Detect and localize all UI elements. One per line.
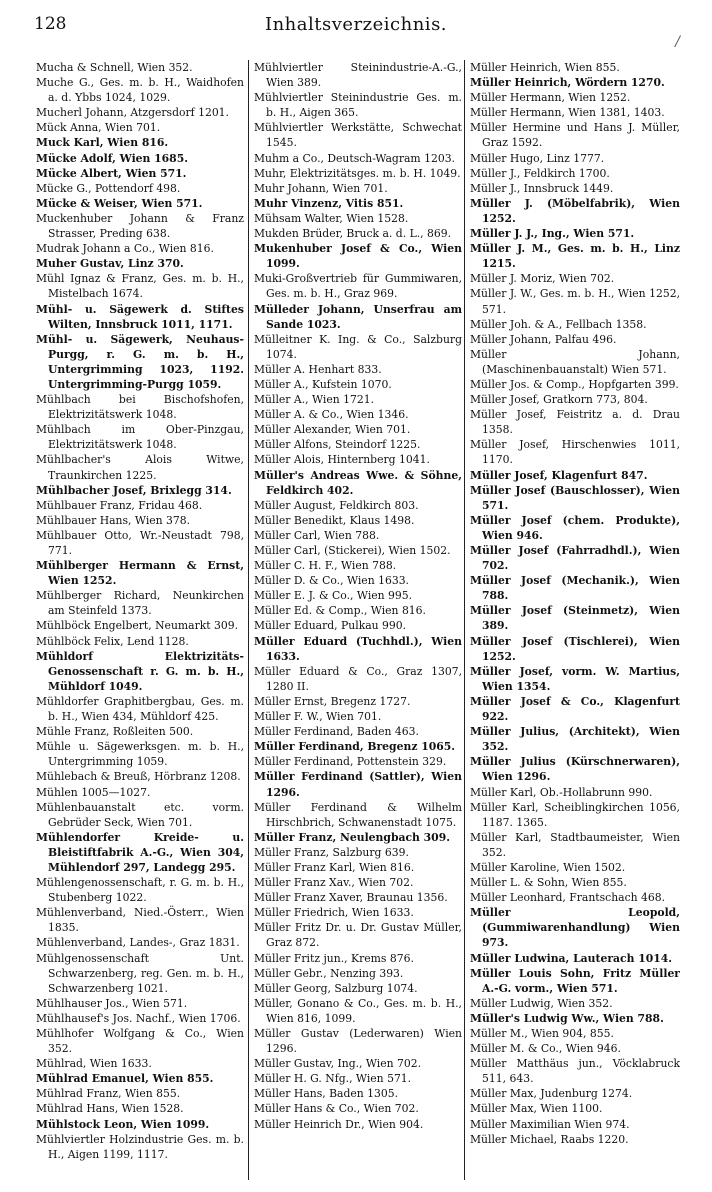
index-entry: Mühlhausef's Jos. Nachf., Wien 1706. [36, 1011, 241, 1025]
index-entry: Müller A. Henhart 833. [254, 362, 382, 376]
index-entry: Müller's Andreas Wwe. & Söhne, Feldkirch 402. [254, 468, 462, 497]
index-entry: Müller Benedikt, Klaus 1498. [254, 513, 415, 527]
index-entry: Muche G., Ges. m. b. H., Waidhofen a. d. Ybbs 1024, 1029. [36, 76, 244, 105]
index-entry: Müller A., Wien 1721. [254, 393, 375, 407]
index-entry: Müller Ludwina, Lauterach 1014. [470, 951, 673, 965]
index-entry: Müller Karl, Ob.-Hollabrunn 990. [470, 785, 653, 799]
index-entry: Mühlrad, Wien 1633. [36, 1057, 152, 1071]
index-entry: Müller Louis Sohn, Fritz Müller A.-G. vorm., Wien 571. [470, 966, 680, 995]
index-entry: Mühlböck Engelbert, Neumarkt 309. [36, 619, 239, 633]
index-entry: Mühlviertler Steinindustrie Ges. m. b. H., Aigen 365. [254, 91, 462, 120]
index-entry: Müller J. (Möbelfabrik), Wien 1252. [470, 196, 680, 225]
index-entry: Müller Josef (Mechanik.), Wien 788. [470, 574, 680, 603]
index-entry: Müller J. J., Ing., Wien 571. [470, 227, 635, 241]
index-entry: Müller Ferdinand (Sattler), Wien 1296. [254, 770, 462, 799]
index-entry: Mühlenverband, Nied.-Österr., Wien 1835. [36, 906, 244, 935]
index-entry: Müller Hermann, Wien 1381, 1403. [470, 106, 665, 120]
index-entry: Müller Franz Karl, Wien 816. [254, 860, 415, 874]
index-entry: Muher Gustav, Linz 370. [36, 257, 184, 271]
index-entry: Mühlhofer Wolfgang & Co., Wien 352. [36, 1027, 244, 1056]
index-entry: Mühlviertler Holzindustrie Ges. m. b. H., Aigen 1199, 1117. [36, 1132, 244, 1161]
index-entry: Müller E. J. & Co., Wien 995. [254, 589, 413, 603]
index-column-3 [470, 60, 680, 1180]
index-entry: Mühlbach im Ober-Pinzgau, Elektrizitätswerk 1048. [36, 423, 244, 452]
index-entry: Müller Heinrich, Wien 855. [470, 61, 620, 74]
index-entry: Muhr Johann, Wien 701. [254, 181, 388, 195]
index-entry: Müller Ferdinand & Wilhelm Hirschbrich, Schwanenstadt 1075. [254, 800, 462, 829]
index-entry: Müller J., Feldkirch 1700. [470, 166, 610, 180]
index-entry: Müller Fritz jun., Krems 876. [254, 951, 414, 965]
index-entry: Muhr, Elektrizitätsges. m. b. H. 1049. [254, 166, 461, 180]
index-entry: Müller Gebr., Nenzing 393. [254, 966, 404, 980]
index-entry: Müller Josef (chem. Produkte), Wien 946. [470, 513, 680, 542]
index-entry: Müller Josef, Feistritz a. d. Drau 1358. [470, 408, 680, 437]
index-entry: Müller Carl, Wien 788. [254, 528, 380, 542]
index-entry: Müller Gustav, Ing., Wien 702. [254, 1057, 422, 1071]
index-entry: Mühlbauer Hans, Wien 378. [36, 513, 191, 527]
index-entry: Mück Anna, Wien 701. [36, 121, 161, 135]
index-entry: Müller Leopold, (Gummiwarenhandlung) Wien 973. [470, 906, 680, 950]
index-entry: Müller A., Kufstein 1070. [254, 377, 392, 391]
index-entry: Müller C. H. F., Wien 788. [254, 559, 397, 573]
index-entry: Muki-Großvertrieb für Gummiwaren, Ges. m. b. H., Graz 969. [254, 272, 462, 301]
index-entry: Mühl- u. Sägewerk d. Stiftes Wilten, Innsbruck 1011, 1171. [36, 302, 244, 331]
index-entry: Mucha & Schnell, Wien 352. [36, 61, 193, 74]
index-entry: Müller Julius (Kürschnerwaren), Wien 1296. [470, 755, 680, 784]
index-entry: Müller Jos. & Comp., Hopfgarten 399. [470, 377, 679, 391]
index-entry: Müller Leonhard, Frantschach 468. [470, 891, 666, 905]
index-entry: Müller Ferdinand, Pottenstein 329. [254, 755, 447, 769]
index-entry: Müller Ed. & Comp., Wien 816. [254, 604, 426, 618]
index-entry: Müller Alfons, Steindorf 1225. [254, 438, 421, 452]
index-columns [36, 60, 680, 1180]
index-entry: Müller Josef (Tischlerei), Wien 1252. [470, 634, 680, 663]
index-entry: Müller Eduard (Tuchhdl.), Wien 1633. [254, 634, 462, 663]
index-entry: Mücke Adolf, Wien 1685. [36, 151, 188, 165]
index-entry: Müller Franz, Neulengbach 309. [254, 830, 450, 844]
index-entry: Muck Karl, Wien 816. [36, 136, 169, 150]
page-header [34, 14, 680, 50]
index-entry: Müller J. W., Ges. m. b. H., Wien 1252, 571. [470, 287, 680, 316]
index-entry: Müller J. Moriz, Wien 702. [470, 272, 615, 286]
index-entry: Müller Michael, Raabs 1220. [470, 1132, 629, 1146]
running-title: Inhaltsverzeichnis. [264, 14, 448, 35]
index-entry: Müller, Gonano & Co., Ges. m. b. H., Wien 816, 1099. [254, 996, 462, 1025]
index-entry: Mühldorfer Graphitbergbau, Ges. m. b. H., Wien 434, Mühldorf 425. [36, 694, 244, 724]
index-entry: Müller August, Feldkirch 803. [254, 498, 419, 512]
index-entry: Müller Ernst, Bregenz 1727. [254, 694, 411, 708]
index-entry: Mühle Franz, Roßleiten 500. [36, 725, 194, 739]
index-entry: Mühle u. Sägewerksgen. m. b. H., Untergrimming 1059. [36, 740, 244, 769]
index-entry: Müller Josef, vorm. W. Martius, Wien 1354. [470, 664, 680, 693]
index-entry: Müller Franz Xaver, Braunau 1356. [254, 891, 448, 905]
index-entry: Müller Josef, Hirschenwies 1011, 1170. [470, 438, 680, 467]
index-column-2 [254, 60, 462, 1180]
index-entry: Mühlstock Leon, Wien 1099. [36, 1117, 210, 1131]
index-entry: Müller Hans & Co., Wien 702. [254, 1102, 419, 1116]
index-entry: Müller Karl, Scheiblingkirchen 1056, 1187. 1365. [470, 800, 680, 829]
index-entry: Müller Johann, (Maschinenbauanstalt) Wien 571. [470, 347, 680, 376]
index-entry: Mühlviertler Werkstätte, Schwechat 1545. [254, 121, 462, 150]
index-entry: Müller Maximilian Wien 974. [470, 1117, 630, 1131]
index-entry: Mücke Albert, Wien 571. [36, 166, 187, 180]
index-entry: Müller Josef & Co., Klagenfurt 922. [470, 694, 680, 724]
index-entry: Mülleitner K. Ing. & Co., Salzburg 1074. [254, 332, 462, 361]
index-entry: Mühl Ignaz & Franz, Ges. m. b. H., Mistelbach 1674. [36, 272, 244, 301]
index-entry: Mühlbach bei Bischofshofen, Elektrizitätswerk 1048. [36, 393, 244, 422]
index-entry: Müller Eduard, Pulkau 990. [254, 619, 407, 633]
index-entry: Mühlgenossenschaft Unt. Schwarzenberg, reg. Gen. m. b. H., Schwarzenberg 1021. [36, 951, 244, 995]
index-entry: Müller H. G. Nfg., Wien 571. [254, 1072, 412, 1086]
index-entry: Müller D. & Co., Wien 1633. [254, 574, 409, 588]
index-entry: Müller Ferdinand, Baden 463. [254, 725, 419, 739]
index-entry: Mühlebach & Breuß, Hörbranz 1208. [36, 770, 241, 784]
index-entry: Mühsam Walter, Wien 1528. [254, 211, 409, 225]
index-entry: Mühlrad Hans, Wien 1528. [36, 1102, 184, 1116]
index-entry: Mühlbacher Josef, Brixlegg 314. [36, 483, 232, 497]
page-number: 128 [34, 14, 67, 34]
index-entry: Müller Alexander, Wien 701. [254, 423, 411, 437]
index-entry: Mucherl Johann, Atzgersdorf 1201. [36, 106, 229, 120]
index-entry: Müller Josef, Klagenfurt 847. [470, 468, 648, 482]
index-entry: Müller Josef (Fahrradhdl.), Wien 702. [470, 544, 680, 573]
index-entry: Müller Joh. & A., Fellbach 1358. [470, 317, 647, 331]
index-entry: Müller Hermann, Wien 1252. [470, 91, 631, 105]
index-entry: Mukenhuber Josef & Co., Wien 1099. [254, 242, 462, 271]
index-entry: Mühlbacher's Alois Witwe, Traunkirchen 1225. [36, 453, 244, 482]
index-entry: Mühlberger Hermann & Ernst, Wien 1252. [36, 559, 244, 588]
index-entry: Müller Heinrich Dr., Wien 904. [254, 1117, 424, 1131]
index-entry: Müller Josef, Gratkorn 773, 804. [470, 393, 648, 407]
index-entry: Mühlrad Emanuel, Wien 855. [36, 1072, 214, 1086]
index-entry: Müller Franz, Salzburg 639. [254, 845, 409, 859]
index-entry: Mühlbauer Franz, Fridau 468. [36, 498, 203, 512]
index-entry: Müller L. & Sohn, Wien 855. [470, 876, 627, 890]
index-entry: Mühlenverband, Landes-, Graz 1831. [36, 936, 240, 950]
index-entry: Müller Gustav (Lederwaren) Wien 1296. [254, 1027, 462, 1056]
index-entry: Müller Alois, Hinternberg 1041. [254, 453, 430, 467]
index-entry: Müller's Ludwig Ww., Wien 788. [470, 1011, 664, 1025]
index-entry: Mühlrad Franz, Wien 855. [36, 1087, 181, 1101]
index-entry: Müller Josef (Steinmetz), Wien 389. [470, 604, 680, 633]
index-entry: Müller Josef (Bauschlosser), Wien 571. [470, 483, 680, 512]
index-entry: Mühldorf Elektrizitäts-Genossenschaft r. G. m. b. H., Mühldorf 1049. [36, 649, 244, 693]
index-entry: Mülleder Johann, Unserfrau am Sande 1023. [254, 302, 462, 331]
index-entry: Müller Friedrich, Wien 1633. [254, 906, 414, 920]
index-entry: Müller Karl, Stadtbaumeister, Wien 352. [470, 830, 680, 859]
margin-mark: / [675, 34, 680, 50]
index-entry: Muhm a Co., Deutsch-Wagram 1203. [254, 151, 455, 165]
index-entry: Muckenhuber Johann & Franz Strasser, Preding 638. [36, 211, 244, 241]
index-entry: Müller M. & Co., Wien 946. [470, 1042, 621, 1056]
index-entry: Müller Eduard & Co., Graz 1307, 1280 II. [254, 664, 462, 693]
index-entry: Mühlengenossenschaft, r. G. m. b. H., Stubenberg 1022. [36, 876, 244, 905]
index-entry: Müller Johann, Palfau 496. [470, 332, 617, 346]
index-entry: Mühlbauer Otto, Wr.-Neustadt 798, 771. [36, 528, 244, 557]
index-entry: Müller Ludwig, Wien 352. [470, 996, 613, 1010]
index-entry: Müller Fritz Dr. u. Dr. Gustav Müller, Graz 872. [254, 921, 462, 950]
index-entry: Mühlböck Felix, Lend 1128. [36, 634, 189, 648]
index-entry: Mühlviertler Steinindustrie-A.-G., Wien 389. [254, 61, 462, 90]
index-entry: Müller Heinrich, Wördern 1270. [470, 76, 665, 90]
index-entry: Mühlenbauanstalt etc. vorm. Gebrüder Seck, Wien 701. [36, 800, 244, 829]
index-entry: Müller Matthäus jun., Vöcklabruck 511, 643. [470, 1057, 680, 1086]
index-entry: Mühlendorfer Kreide- u. Bleistiftfabrik A.-G., Wien 304, Mühlendorf 297, Landegg 295. [36, 830, 244, 874]
index-entry: Müller J., Innsbruck 1449. [470, 181, 614, 195]
index-entry: Müller Hugo, Linz 1777. [470, 151, 605, 165]
index-entry: Mukden Brüder, Bruck a. d. L., 869. [254, 227, 452, 241]
index-entry: Mücke G., Pottendorf 498. [36, 181, 181, 195]
index-entry: Müller Hans, Baden 1305. [254, 1087, 399, 1101]
index-entry: Müller Georg, Salzburg 1074. [254, 981, 418, 995]
index-entry: Müller Hermine und Hans J. Müller, Graz 1592. [470, 121, 680, 150]
index-entry: Mühlhauser Jos., Wien 571. [36, 996, 188, 1010]
index-entry: Mühlen 1005—1027. [36, 785, 151, 799]
index-entry: Mühlberger Richard, Neunkirchen am Steinfeld 1373. [36, 589, 244, 618]
index-entry: Müller A. & Co., Wien 1346. [254, 408, 409, 422]
index-entry: Mücke & Weiser, Wien 571. [36, 196, 203, 210]
index-entry: Müller Franz Xav., Wien 702. [254, 876, 414, 890]
index-entry: Müller F. W., Wien 701. [254, 710, 382, 724]
index-column-1 [36, 60, 244, 1180]
index-entry: Müller Carl, (Stickerei), Wien 1502. [254, 544, 451, 557]
index-entry: Müller Julius, (Architekt), Wien 352. [470, 725, 680, 754]
index-entry: Mudrak Johann a Co., Wien 816. [36, 242, 214, 256]
index-entry: Müller Ferdinand, Bregenz 1065. [254, 740, 456, 754]
index-entry: Müller M., Wien 904, 855. [470, 1027, 614, 1040]
index-entry: Müller Karoline, Wien 1502. [470, 860, 626, 874]
index-entry: Müller Max, Wien 1100. [470, 1102, 603, 1116]
index-entry: Müller J. M., Ges. m. b. H., Linz 1215. [470, 242, 680, 271]
index-entry: Müller Max, Judenburg 1274. [470, 1087, 633, 1101]
index-entry: Muhr Vinzenz, Vitis 851. [254, 196, 404, 210]
index-entry: Mühl- u. Sägewerk, Neuhaus-Purgg, r. G. m. b. H., Untergrimming 1023, 1192. Untergrimming-Purgg 1059. [36, 332, 244, 391]
